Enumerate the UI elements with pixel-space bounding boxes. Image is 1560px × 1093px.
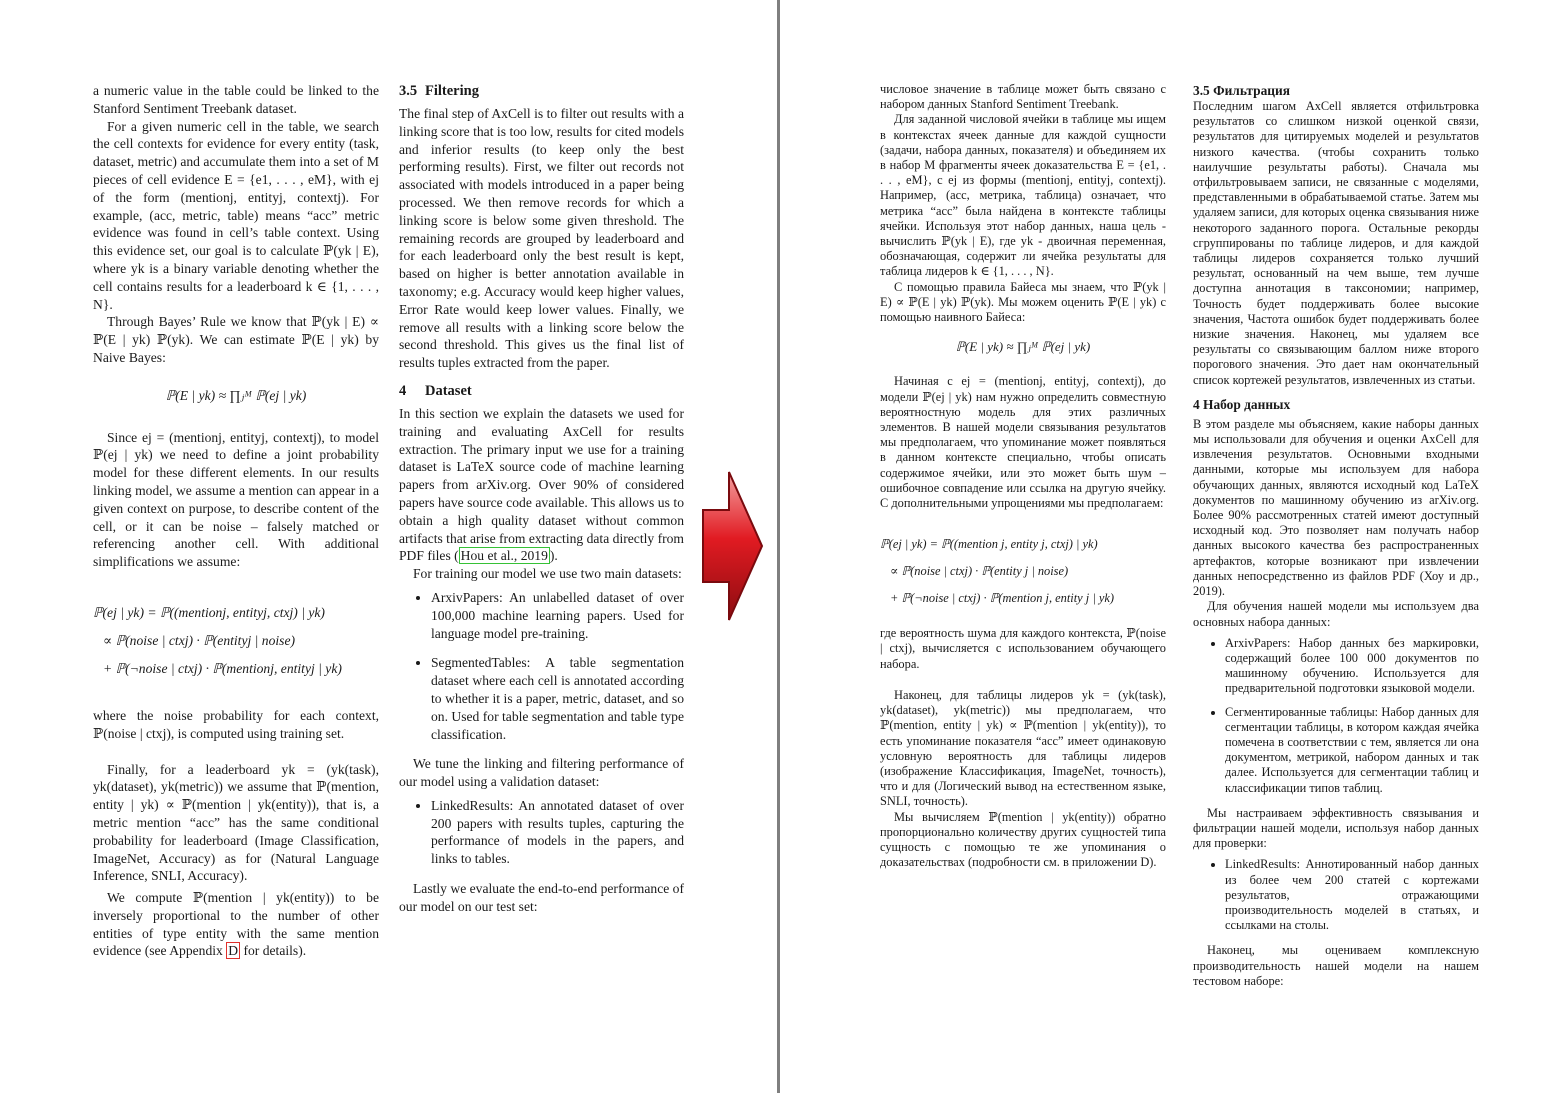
appendix-link[interactable]: D xyxy=(228,943,239,959)
dataset-list xyxy=(399,797,684,868)
paragraph: Начиная с ej = (mentionj, entityj, contextj), до модели ℙ(ej | yk) нам нужно определить совместную вероятностную модель для этих различных элементов. В нашей модели связывания результатов мы предполагаем, что упоминание может появляться в данном контексте специально, чтобы описать содержимое ячейки, или это может быть шум – ошибочное совпадение или ссылка на другую ячейку. С дополнительными упрощениями мы предполагаем: xyxy=(880,374,1166,511)
russian-column-2 xyxy=(1193,82,1479,989)
paragraph: Мы вычисляем ℙ(mention | yk(entity)) обратно пропорционально количеству других сущностей типа сущность с помощью те же упоминания о доказательствах (подробности см. в приложении D). xyxy=(880,809,1166,870)
paragraph: The final step of AxCell is to filter out results with a linking score that is too low, results for cited models and inferior results (to keep only the best performing results). First, we filter out records not associated with models introduced in a paper being processed. We then remove records for which a linking score is below some given threshold. The remaining records are grouped by leaderboard and for each leaderboard only the best result is kept, based on higher is better annotation available in taxonomy; e.g. Accuracy would keep higher values, Error Rate would keep lower values. Finally, we remove all results with a linking score below the second threshold. This gives us the final list of results tuples extracted from the paper. xyxy=(399,106,684,371)
paragraph: For a given numeric cell in the table, we search the cell contexts for evidence for every entity (task, dataset, metric) and accumulate them into a set of M pieces of cell evidence E = {e1, . . . , eM}, with ej of the form (mentionj, entityj, contextj). For example, (acc, metric, table) means “acc” metric evidence was found in cell’s table context. Using this evidence set, our goal is to calculate ℙ(yk | E), where yk is a binary variable denoting whether the cell contains results for a leaderboard k ∈ {1, . . . , N}. xyxy=(93,118,379,312)
paragraph: Наконец, для таблицы лидеров yk = (yk(task), yk(dataset), yk(metric)) мы предполагаем, что ℙ(mention, entity | yk) ∝ ℙ(mention | yk(entity)), то есть упоминание показателя “acc” имеет одинаковую условную вероятность для таблицы лидеров (изображение Классификация, ImageNet, точность), что и для (Логический вывод на естественном языке, SNLI, точность). xyxy=(880,687,1166,809)
paragraph: числовое значение в таблице может быть связано с набором данных Stanford Sentiment Treebank. xyxy=(880,82,1166,112)
list-item: • SegmentedTables: A table segmentation dataset where each cell is annotated according to whether it is a paper, metric, dataset, and so on. Used for table segmentation and table type classification. xyxy=(431,654,684,743)
citation-link[interactable]: Hou et al., 2019 xyxy=(460,548,548,564)
paragraph: Наконец, мы оцениваем комплексную производительность нашей модели на нашем тестовом наборе: xyxy=(1193,943,1479,988)
list-item: • LinkedResults: An annotated dataset of over 200 papers with results tuples, capturing the performance of models in the papers, and links to tables. xyxy=(431,797,684,868)
equation-block xyxy=(880,531,1166,612)
equation: ℙ(E | yk) ≈ ∏ⱼᴹ ℙ(ej | yk) xyxy=(955,339,1091,355)
paragraph: Lastly we evaluate the end-to-end performance of our model on our test set: xyxy=(399,881,684,914)
paragraph: For training our model we use two main datasets: xyxy=(413,566,682,582)
equation-line: + ℙ(¬noise | ctxj) · ℙ(mentionj, entityj | yk) xyxy=(103,660,342,676)
equation-line: ℙ(ej | yk) = ℙ((mentionj, entityj, ctxj) | yk) xyxy=(93,604,325,620)
dataset-list xyxy=(1193,636,1479,796)
paragraph: С помощью правила Байеса мы знаем, что ℙ(yk | E) ∝ ℙ(E | yk) ℙ(yk). Мы можем оценить ℙ(E | yk) с помощью наивного Байеса: xyxy=(880,279,1166,325)
paragraph: Для обучения нашей модели мы используем два основных набора данных: xyxy=(1193,599,1479,629)
section-heading: 3.5 Filtering xyxy=(399,83,479,99)
paragraph: We compute ℙ(mention | yk(entity)) to be inversely proportional to the number of other entities of type entity with the same mention evidence (see Appendix D for details). xyxy=(93,890,379,959)
paragraph: В этом разделе мы объясняем, какие наборы данных мы использовали для обучения и оценки AxCell для извлечения результатов. Основными входными данными, которые мы используем для набора обучающих данных, являются исходный код LaTeX документов по машинному обучению из arXiv.org. Более 90% рассмотренных статей имеют доступный исходный код. Это позволяет нам получать набор данных высокого качества без распространенных артефактов, которые возникают при извлечении данных непосредственно из файлов PDF (Хоу и др., 2019). xyxy=(1193,416,1479,599)
list-item: • ArxivPapers: Набор данных без маркировки, содержащий более 100 000 документов по машинному обучению. Используется для предварительной подготовки языковой модели. xyxy=(1225,636,1479,697)
section-heading: 4 Dataset xyxy=(399,382,472,399)
english-column-2 xyxy=(399,82,684,916)
dataset-list xyxy=(399,589,684,743)
right-arrow-icon xyxy=(699,468,765,624)
equation-line: + ℙ(¬noise | ctxj) · ℙ(mention j, entity j | yk) xyxy=(890,591,1114,606)
english-column-1 xyxy=(93,82,379,960)
list-item: • LinkedResults: Аннотированный набор данных из более чем 200 статей с кортежами результатов, отражающими производительность моделей в статьях, и ссылками на столы. xyxy=(1225,857,1479,933)
paragraph: Since ej = (mentionj, entityj, contextj), to model ℙ(ej | yk) we need to define a joint probability model for these different elements. In our results linking model, we assume a mention can appear in a given context on purpose, to describe content of the cell, or it can be noise – falsely matched or referencing another cell. With additional simplifications we assume: xyxy=(93,429,379,570)
equation-line: ℙ(ej | yk) = ℙ((mention j, entity j, ctxj) | yk) xyxy=(880,537,1098,552)
list-item: • ArxivPapers: An unlabelled dataset of over 100,000 machine learning papers. Used for language model pre-training. xyxy=(431,589,684,642)
section-heading: 4 Набор данных xyxy=(1193,396,1291,412)
paragraph: Through Bayes’ Rule we know that ℙ(yk | E) ∝ ℙ(E | yk) ℙ(yk). We can estimate ℙ(E | yk) by Naive Bayes: xyxy=(93,314,379,365)
equation-line: ∝ ℙ(noise | ctxj) · ℙ(entity j | noise) xyxy=(890,564,1069,579)
section-heading: 3.5 Фильтрация xyxy=(1193,83,1290,98)
paragraph: где вероятность шума для каждого контекста, ℙ(noise | ctxj), вычисляется с использованием обучающего набора. xyxy=(880,626,1166,671)
equation: ℙ(E | yk) ≈ ∏ⱼᴹ ℙ(ej | yk) xyxy=(165,387,307,403)
paragraph: where the noise probability for each context, ℙ(noise | ctxj), is computed using training set. xyxy=(93,707,379,741)
paragraph: Последним шагом AxCell является отфильтровка результатов со слишком низкой оценкой связи, результатов для цитируемых моделей и результатов низкого качества. (чтобы сохранить только наилучшие результаты работы). Сначала мы отфильтровываем записи, не связанные с моделями, представленными в обрабатываемой статье. Затем мы удаляем записи, для которых оценка связывания ниже некоторого заданного порога. Остальные рекорды сгруппированы по таблице лидеров, и для каждой таблицы лидеров сохраняется только лучший результат, основанный на чем выше, тем лучше доступна аннотация в таксономии; например, Точность будет поддерживать более высокие значения, Частота ошибок будет поддерживать более низкие значения. Наконец, мы удаляем все результаты со связывающим баллом ниже второго порогового значения. Это дает нам окончательный список кортежей результатов, извлеченных из статьи. xyxy=(1193,99,1479,387)
paragraph: We tune the linking and filtering performance of our model using a validation dataset: xyxy=(399,756,684,790)
paragraph: In this section we explain the datasets we used for training and evaluating AxCell for results extraction. The primary input we use for a training dataset is LaTeX source code of machine learning papers from arXiv.org. Over 90% of considered papers have source code available. This allows us to obtain a high quality dataset without common artifacts that arise from extracting data directly from PDF files ( Hou et al., 2019 ). xyxy=(399,405,684,564)
russian-column-1 xyxy=(880,82,1166,870)
equation-block xyxy=(93,599,379,683)
list-item: • Сегментированные таблицы: Набор данных для сегментации таблицы, в котором каждая ячейка помечена в соответствии с тем, является ли она документом, метрикой, набором данных и так далее. Используется для сегментации таблиц и классификации типов таблиц. xyxy=(1225,705,1479,796)
equation-line: ∝ ℙ(noise | ctxj) · ℙ(entityj | noise) xyxy=(103,632,296,648)
paragraph: Finally, for a leaderboard yk = (yk(task), yk(dataset), yk(metric)) we assume that ℙ(mention, entity | yk) ∝ ℙ(mention | yk(entity)), that is, a metric mention “acc” has the same conditional probability for leaderboard (Image Classification, ImageNet, Accuracy) as for (Natural Language Inference, SNLI, Accuracy). xyxy=(93,761,379,884)
paragraph: Для заданной числовой ячейки в таблице мы ищем в контекстах ячеек данные для каждой сущности (задачи, набора данных, показателя) и объединяем их в набор M фрагменты ячеек доказательства E = {e1, . . . , eM}, с ej из формы (mentionj, entityj, contextj). Например, (acc, метрика, таблица) означает, что метрика “acc” была найдена в контексте таблицы ячейки. Используя этот набор данных, наша цель - вычислить ℙ(yk | E), где yk - двоичная переменная, обозначающая, содержит ли ячейка результаты для таблица лидеров k ∈ {1, . . . , N}. xyxy=(880,112,1166,279)
paragraph: Мы настраиваем эффективность связывания и фильтрации нашей модели, используя набор данных для проверки: xyxy=(1193,805,1479,851)
page-divider xyxy=(777,0,780,1093)
paragraph: a numeric value in the table could be linked to the Stanford Sentiment Treebank dataset. xyxy=(93,83,379,116)
dataset-list xyxy=(1193,857,1479,933)
